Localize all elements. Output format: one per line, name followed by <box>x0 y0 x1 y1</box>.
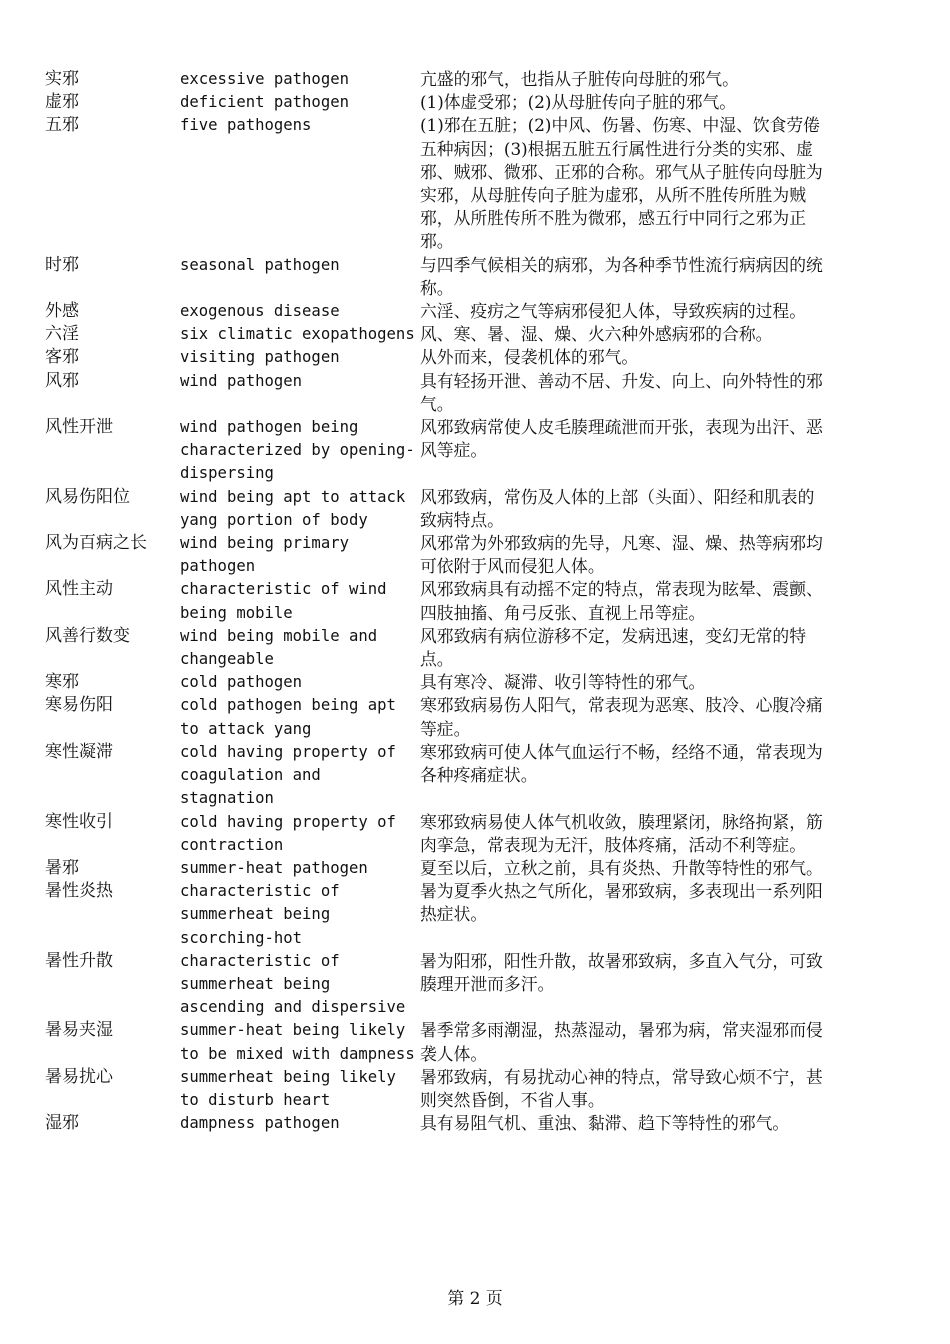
term-chinese: 虚邪 <box>45 92 79 113</box>
term-definition: 六淫、疫疠之气等病邪侵犯人体，导致疾病的过程。 <box>420 301 806 322</box>
glossary-row <box>45 254 835 300</box>
term-definition: (1)邪在五脏；(2)中风、伤暑、伤寒、中湿、饮食劳倦五种病因；(3)根据五脏五行属性进行分类的实邪、虚邪、贼邪、微邪、正邪的合称。邪气从子脏传向母脏为实邪，从母脏传向子脏为虚邪，从所不胜传所胜为贼邪，从所胜传所不胜为微邪，感五行中同行之邪为正邪。 <box>420 115 823 252</box>
term-definition: 风邪常为外邪致病的先导，凡寒、湿、燥、热等病邪均可依附于风而侵犯人体。 <box>420 533 823 577</box>
glossary-row <box>45 671 835 694</box>
glossary-row <box>45 857 835 880</box>
glossary-row <box>45 1019 835 1065</box>
glossary-row <box>45 300 835 323</box>
term-definition: 具有寒冷、凝滞、收引等特性的邪气。 <box>420 672 706 693</box>
glossary-row <box>45 323 835 346</box>
glossary-row <box>45 532 835 578</box>
glossary-row <box>45 950 835 1020</box>
term-english: characteristic of wind being mobile <box>180 580 396 622</box>
term-definition: 暑为夏季火热之气所化，暑邪致病，多表现出一系列阳热症状。 <box>420 881 823 925</box>
glossary-row <box>45 91 835 114</box>
term-english: visiting pathogen <box>180 348 340 367</box>
term-chinese: 风为百病之长 <box>45 533 147 554</box>
term-definition: 具有轻扬开泄、善动不居、升发、向上、向外特性的邪气。 <box>420 370 823 414</box>
glossary-table <box>45 68 835 1135</box>
term-chinese: 风性主动 <box>45 579 113 600</box>
term-english: wind being primary pathogen <box>180 534 359 576</box>
glossary-row <box>45 1112 835 1135</box>
term-chinese: 暑性炎热 <box>45 881 113 902</box>
term-definition: 与四季气候相关的病邪，为各种季节性流行病病因的统称。 <box>420 254 823 298</box>
term-chinese: 湿邪 <box>45 1113 79 1134</box>
term-chinese: 六淫 <box>45 324 79 345</box>
term-definition: 寒邪致病可使人体气血运行不畅，经络不通，常表现为各种疼痛症状。 <box>420 741 823 786</box>
term-english: cold pathogen being apt to attack yang <box>180 696 406 738</box>
term-english: cold having property of contraction <box>180 812 406 854</box>
term-chinese: 风性开泄 <box>45 417 113 438</box>
term-chinese: 暑邪 <box>45 857 79 878</box>
term-english: seasonal pathogen <box>180 255 340 274</box>
term-chinese: 风邪 <box>45 370 79 391</box>
term-definition: 暑为阳邪，阳性升散，故暑邪致病，多直入气分，可致腠理开泄而多汗。 <box>420 950 823 994</box>
term-english: characteristic of summerheat being ascending and dispersive <box>180 951 406 1017</box>
term-english: wind being mobile and changeable <box>180 626 387 669</box>
glossary-row <box>45 370 835 416</box>
term-english: cold having property of coagulation and stagnation <box>180 742 406 808</box>
term-definition: 风、寒、暑、湿、燥、火六种外感病邪的合称。 <box>420 324 773 345</box>
term-english: exogenous disease <box>180 302 340 321</box>
term-definition: 风邪致病，常伤及人体的上部（头面）、阳经和肌表的致病特点。 <box>420 486 815 530</box>
term-definition: 风邪致病有病位游移不定，发病迅速，变幻无常的特点。 <box>420 625 806 670</box>
term-english: excessive pathogen <box>180 70 349 88</box>
glossary-row <box>45 416 835 486</box>
glossary-row <box>45 811 835 857</box>
term-english: five pathogens <box>180 116 312 135</box>
glossary-row <box>45 694 835 740</box>
glossary-row <box>45 880 835 950</box>
term-chinese: 外感 <box>45 301 79 322</box>
glossary-row <box>45 1066 835 1112</box>
term-chinese: 风善行数变 <box>45 625 130 646</box>
term-english: summer-heat being likely to be mixed with dampness <box>180 1021 415 1063</box>
term-chinese: 客邪 <box>45 347 79 368</box>
term-definition: 暑季常多雨潮湿，热蒸湿动，暑邪为病，常夹湿邪而侵袭人体。 <box>420 1020 823 1064</box>
glossary-row <box>45 625 835 671</box>
term-chinese: 寒易伤阳 <box>45 695 113 716</box>
term-definition: 亢盛的邪气，也指从子脏传向母脏的邪气。 <box>420 69 739 89</box>
term-chinese: 寒性收引 <box>45 811 113 832</box>
term-definition: 暑邪致病，有易扰动心神的特点，常导致心烦不宁，甚则突然昏倒，不省人事。 <box>420 1066 823 1110</box>
term-definition: 风邪致病常使人皮毛腠理疏泄而开张，表现为出汗、恶风等症。 <box>420 417 823 461</box>
term-english: summerheat being likely to disturb heart <box>180 1067 406 1109</box>
term-chinese: 五邪 <box>45 115 79 136</box>
term-chinese: 寒邪 <box>45 672 79 693</box>
term-definition: (1)体虚受邪；(2)从母脏传向子脏的邪气。 <box>420 92 737 113</box>
glossary-row <box>45 114 835 253</box>
term-chinese: 寒性凝滞 <box>45 741 113 762</box>
glossary-row <box>45 68 835 91</box>
term-english: wind being apt to attack yang portion of body <box>180 487 415 529</box>
term-english: dampness pathogen <box>180 1114 340 1133</box>
term-chinese: 时邪 <box>45 254 79 275</box>
glossary-row <box>45 346 835 369</box>
term-definition: 夏至以后，立秋之前，具有炎热、升散等特性的邪气。 <box>420 857 823 878</box>
term-english: summer-heat pathogen <box>180 858 368 877</box>
term-english: cold pathogen <box>180 673 303 692</box>
term-definition: 具有易阻气机、重浊、黏滞、趋下等特性的邪气。 <box>420 1113 790 1134</box>
term-definition: 从外而来，侵袭机体的邪气。 <box>420 347 639 368</box>
term-english: deficient pathogen <box>180 93 349 112</box>
term-definition: 寒邪致病易使人体气机收敛，腠理紧闭，脉络拘紧，筋肉挛急，常表现为无汗，肢体疼痛，活动不利等症。 <box>420 811 823 855</box>
term-english: characteristic of summerheat being scorching-hot <box>180 882 349 947</box>
term-chinese: 实邪 <box>45 69 79 89</box>
glossary-row <box>45 486 835 532</box>
term-chinese: 暑易夹湿 <box>45 1020 113 1041</box>
glossary-row <box>45 578 835 624</box>
page-number: 第 2 页 <box>447 1289 503 1309</box>
term-english: six climatic exopathogens <box>180 325 415 344</box>
term-definition: 寒邪致病易伤人阳气，常表现为恶寒、肢冷、心腹冷痛等症。 <box>420 695 823 739</box>
term-chinese: 暑性升散 <box>45 950 113 971</box>
glossary-row <box>45 741 835 811</box>
term-english: wind pathogen <box>180 371 303 390</box>
term-english: wind pathogen being characterized by opening-dispersing <box>180 418 415 483</box>
term-chinese: 暑易扰心 <box>45 1066 113 1087</box>
term-definition: 风邪致病具有动摇不定的特点，常表现为眩晕、震颤、四肢抽搐、角弓反张、直视上吊等症。 <box>420 579 823 623</box>
term-chinese: 风易伤阳位 <box>45 486 130 507</box>
